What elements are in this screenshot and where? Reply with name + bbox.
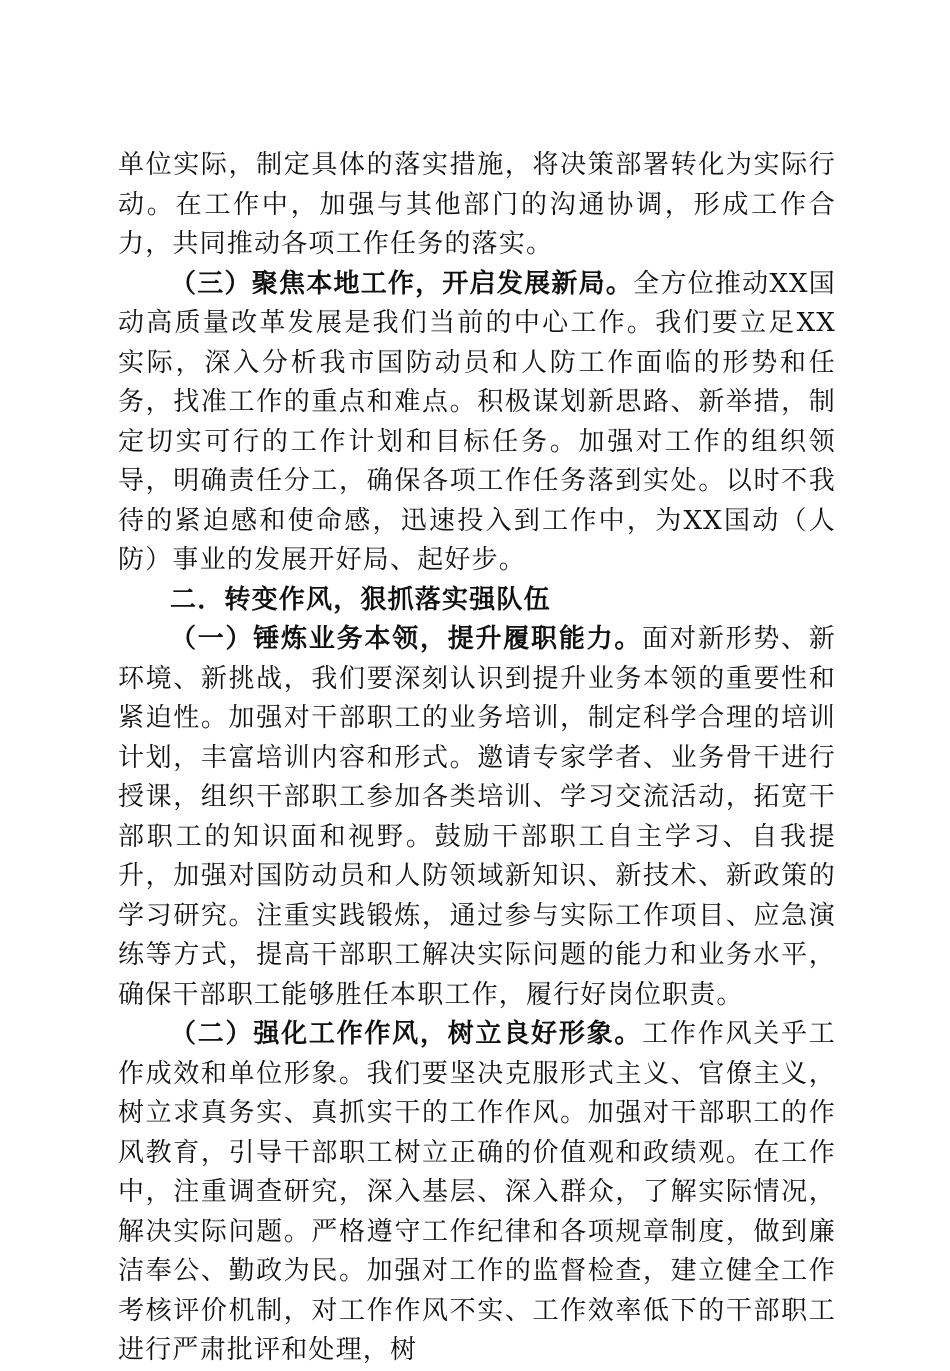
section-heading: 二．转变作风，狠抓落实强队伍 bbox=[170, 584, 551, 615]
paragraph-lead: （三）聚焦本地工作，开启发展新局。 bbox=[170, 268, 634, 299]
paragraph-text: 全方位推动XX国动高质量改革发展是我们当前的中心工作。我们要立足XX实际，深入分析我市国防动员和人防工作面临的形势和任务，找准工作的重点和难点。积极谋划新思路、新举措，制定切实可行的工作计划和目标任务。加强对工作的组织领导，明确责任分工，确保各项工作任务落到实处。以时不我待的紧迫感和使命感，迅速投入到工作中，为XX国动（人防）事业的发展开好局、起好步。 bbox=[118, 268, 836, 575]
paragraph-continued bbox=[118, 146, 836, 265]
paragraph-subsection-1 bbox=[118, 620, 836, 1015]
paragraph-lead: （二）强化工作作风，树立良好形象。 bbox=[170, 1019, 643, 1049]
paragraph-text: 单位实际，制定具体的落实措施，将决策部署转化为实际行动。在工作中，加强与其他部门的沟通协调，形成工作合力，共同推动各项工作任务的落实。 bbox=[118, 150, 836, 259]
paragraph-lead: （一）锤炼业务本领，提升履职能力。 bbox=[170, 624, 643, 654]
paragraph-subsection-2 bbox=[118, 1015, 836, 1371]
paragraph-text: 面对新形势、新环境、新挑战，我们要深刻认识到提升业务本领的重要性和紧迫性。加强对干部职工的业务培训，制定科学合理的培训计划，丰富培训内容和形式。邀请专家学者、业务骨干进行授课，组织干部职工参加各类培训、学习交流活动，拓宽干部职工的知识面和视野。鼓励干部职工自主学习、自我提升，加强对国防动员和人防领域新知识、新技术、新政策的学习研究。注重实践锻炼，通过参与实际工作项目、应急演练等方式，提高干部职工解决实际问题的能力和业务水平，确保干部职工能够胜任本职工作，履行好岗位职责。 bbox=[118, 624, 836, 1010]
document-page bbox=[118, 146, 836, 1371]
paragraph-section-3 bbox=[118, 265, 836, 581]
paragraph-text: 工作作风关乎工作成效和单位形象。我们要坚决克服形式主义、官僚主义，树立求真务实、真抓实干的工作作风。加强对干部职工的作风教育，引导干部职工树立正确的价值观和政绩观。在工作中，注重调查研究，深入基层、深入群众，了解实际情况，解决实际问题。严格遵守工作纪律和各项规章制度，做到廉洁奉公、勤政为民。加强对工作的监督检查，建立健全工作考核评价机制，对工作作风不实、工作效率低下的干部职工进行严肃批评和处理，树 bbox=[118, 1019, 836, 1365]
